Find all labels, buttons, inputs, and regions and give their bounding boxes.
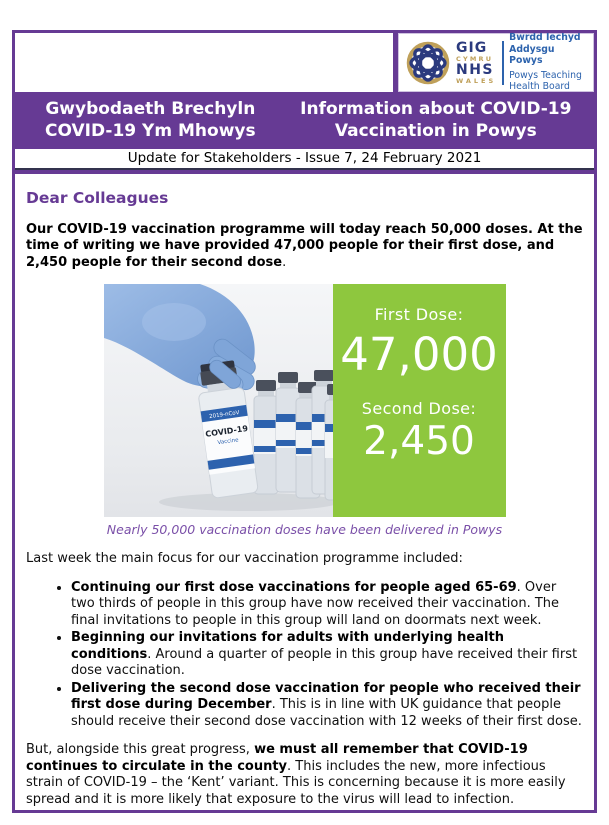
nhs-wales-wordmark xyxy=(456,41,496,85)
health-board-name xyxy=(509,32,590,93)
second-dose-label: Second Dose: xyxy=(361,398,477,418)
list-item: • Beginning our invitations for adults with underlying health conditions. Around a quarter of people in this group have received their first dose vaccination. xyxy=(71,630,583,680)
vaccine-vial-photo xyxy=(104,284,333,517)
masthead-english-line2: Vaccination in Powys xyxy=(334,121,537,142)
second-dose-value: 2,450 xyxy=(363,419,475,465)
vial-subtitle-text: Vaccine xyxy=(216,437,239,447)
vaccine-figure xyxy=(104,284,506,538)
newsletter-page xyxy=(12,30,597,813)
newsletter-body xyxy=(15,174,594,808)
nhs-wales-logo xyxy=(393,33,594,92)
masthead-english-line1: Information about COVID-19 xyxy=(300,99,572,119)
closing-paragraph: But, alongside this great progress, we must all remember that COVID-19 continues to circulate in the county. This includes the new, more infectious strain of COVID-19 – the ‘Kent’ variant. This is concerning because it is more easily spread and it is more likely that exposure to the virus will lead to infection. xyxy=(26,742,566,807)
masthead-title-english xyxy=(282,98,590,142)
vial-title-text: COVID-19 xyxy=(204,424,248,440)
list-item: • Continuing our first dose vaccinations for people aged 65-69. Over two thirds of people in this group have now received their vaccination. The final invitations to people in this group will land on doormats next week. xyxy=(71,580,583,630)
masthead xyxy=(15,92,594,149)
board-welsh-line1: Bwrdd Iechyd xyxy=(509,31,581,43)
celtic-knot-icon xyxy=(404,39,452,87)
logo-wales-text: WALES xyxy=(456,77,497,85)
board-name-welsh xyxy=(509,32,590,67)
dose-stats-panel xyxy=(333,284,506,517)
focus-list xyxy=(26,580,583,731)
masthead-welsh-line2: COVID-19 Ym Mhowys xyxy=(45,121,256,142)
logo-nhs-text: NHS xyxy=(456,62,495,78)
board-english-line2: Health Board xyxy=(509,81,570,93)
masthead-title-welsh xyxy=(19,98,282,142)
header xyxy=(15,33,594,92)
logo-cymru-text: CYMRU xyxy=(456,54,494,63)
board-name-english xyxy=(509,70,590,93)
logo-divider xyxy=(502,41,504,85)
vial-band-text: 2019-nCoV xyxy=(208,410,240,421)
background-vials xyxy=(254,370,333,500)
first-dose-value: 47,000 xyxy=(340,327,498,381)
logo-gig-text: GIG xyxy=(456,39,488,56)
masthead-welsh-line1: Gwybodaeth Brechyln xyxy=(45,99,256,119)
greeting-heading: Dear Colleagues xyxy=(26,189,169,208)
lead-paragraph: Last week the main focus for our vaccination programme included: xyxy=(26,551,463,567)
header-spacer xyxy=(15,33,393,92)
list-item: • Delivering the second dose vaccination for people who received their first dose during December. This is in line with UK guidance that people should receive their second dose vaccination with 12 weeks of their first dose. xyxy=(71,681,583,731)
first-dose-label: First Dose: xyxy=(374,305,464,325)
board-english-line1: Powys Teaching xyxy=(509,69,582,81)
figure-caption: Nearly 50,000 vaccination doses have been delivered in Powys xyxy=(106,522,503,538)
intro-paragraph: Our COVID-19 vaccination programme will today reach 50,000 doses. At the time of writing we have provided 47,000 people for their first dose, and 2,450 people for their second dose. xyxy=(26,221,583,270)
issue-line: Update for Stakeholders - Issue 7, 24 February 2021 xyxy=(15,149,594,170)
board-welsh-line2: Addysgu Powys xyxy=(509,43,555,67)
